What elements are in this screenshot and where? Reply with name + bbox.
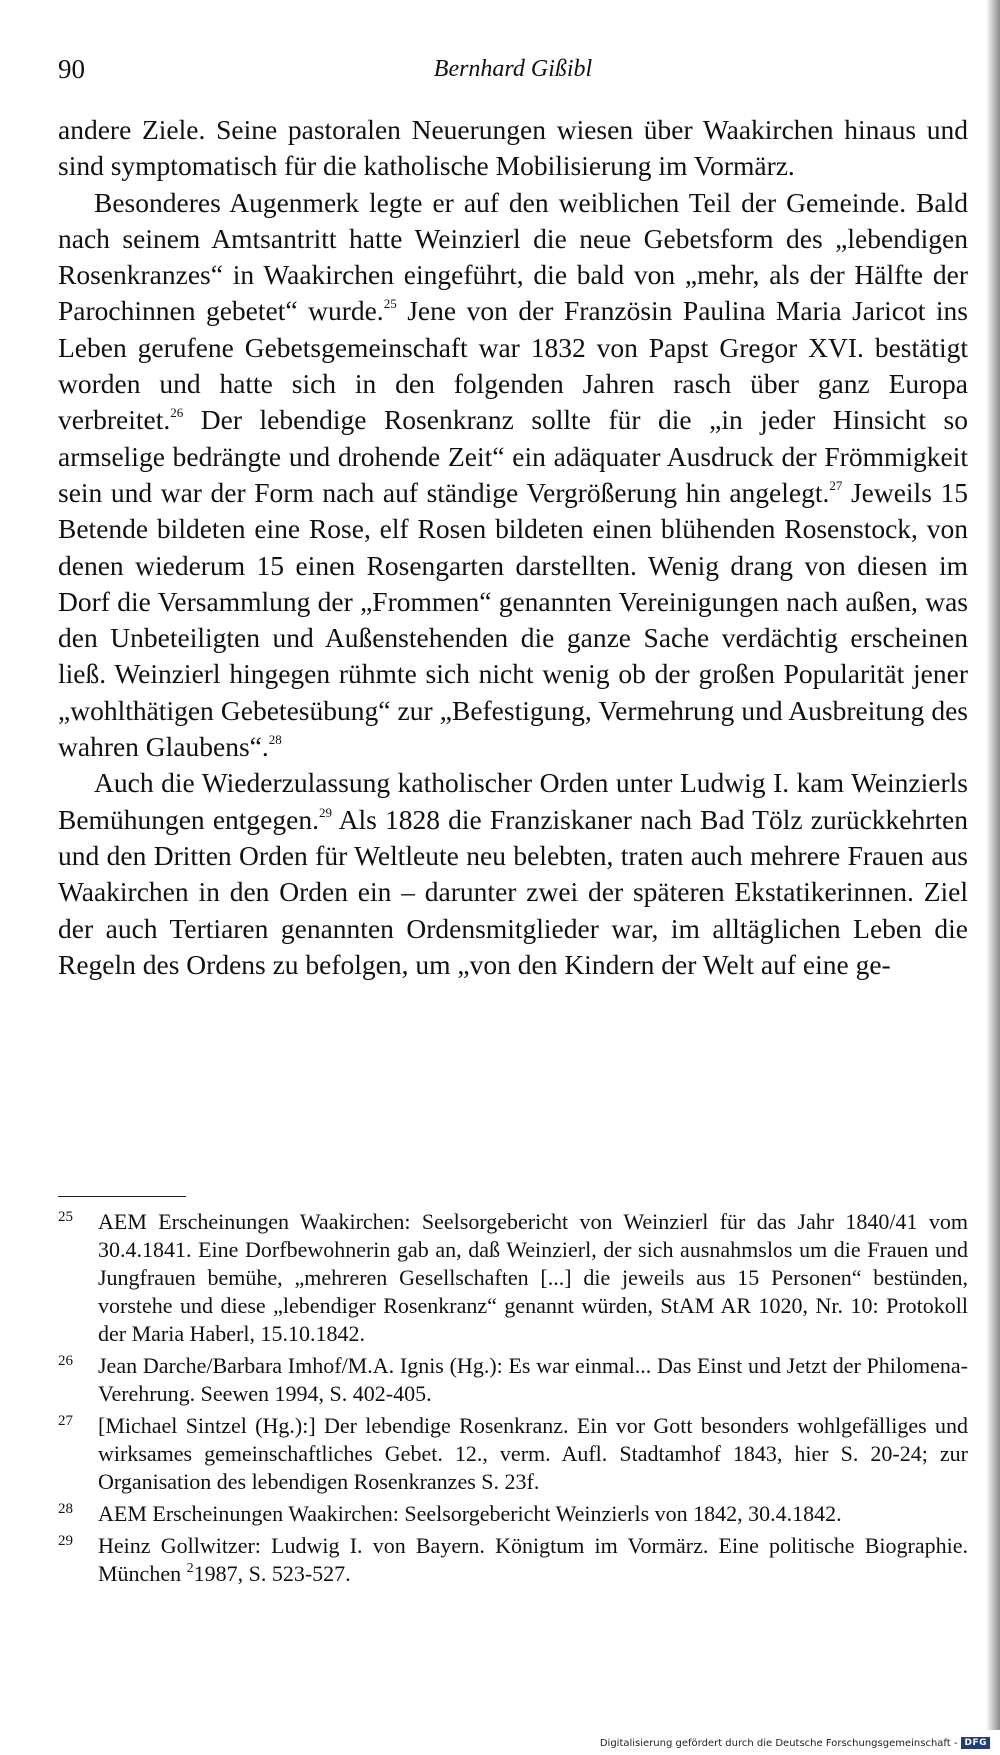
page-header xyxy=(58,54,968,94)
text-run: AEM Erscheinungen Waakirchen: Seelsorgebericht von Weinzierl für das Jahr 1840/41 vom 30.4.1841. Eine Dorfbewohnerin gab an, daß Weinzierl, der sich ausnahmslos um die Frauen und Jungfrauen bemühe, „mehreren Gesellschaften [...] die jeweils aus 15 Personen“ bestünden, vorstehe und diese „lebendiger Rosenkranz“ genannt würden, StAM AR 1020, Nr. 10: Protokoll der Maria Haberl, 15.10.1842. xyxy=(98,1209,968,1346)
footnote-ref: 2 xyxy=(186,1561,194,1576)
footnote xyxy=(58,1352,968,1408)
footnote xyxy=(58,1412,968,1496)
footnote-number: 26 xyxy=(58,1353,73,1369)
text-run: Auch die Wiederzulassung katholischer Orden unter Ludwig I. kam Weinzierls Bemühungen entgegen. xyxy=(58,767,968,835)
footnote-number: 28 xyxy=(58,1501,73,1517)
paragraph xyxy=(58,185,968,766)
page-edge-shadow xyxy=(986,0,1000,1730)
text-run: Der lebendige Rosenkranz sollte für die „in jeder Hinsicht so armselige bedrängte und drohende Zeit“ ein adäquater Ausdruck der Frömmigkeit sein und war der Form nach auf ständige Vergrößerung hin angelegt. xyxy=(58,404,968,508)
footnote-number: 25 xyxy=(58,1209,73,1225)
text-run: andere Ziele. Seine pastoralen Neuerungen wiesen über Waakirchen hinaus und sind symptomatisch für die katholische Mobilisierung im Vormärz. xyxy=(58,114,968,182)
page-number: 90 xyxy=(58,54,85,84)
credit-text: Digitalisierung gefördert durch die Deutsche Forschungsgemeinschaft - xyxy=(599,1737,958,1749)
text-run: Als 1828 die Franziskaner nach Bad Tölz zurückkehrten und den Dritten Orden für Weltleute neu belebten, traten auch mehrere Frauen aus Waakirchen in den Orden ein – darunter zwei der späteren Ekstatikerinnen. Ziel der auch Tertiaren genannten Ordensmitglieder war, im alltäglichen Leben die Regeln des Ordens zu befolgen, um „von den Kindern der Welt auf eine ge- xyxy=(58,803,968,980)
footnote-ref: 26 xyxy=(170,405,184,421)
footnote-text xyxy=(98,1500,968,1528)
footnote xyxy=(58,1532,968,1588)
text-run: Jene von der Französin Paulina Maria Jaricot ins Leben gerufene Gebetsgemeinschaft war 1832 von Papst Gregor XVI. bestätigt worden und hatte sich in den folgenden Jahren rasch über ganz Europa verbreitet. xyxy=(58,295,968,436)
text-run: 1987, S. 523-527. xyxy=(193,1561,351,1586)
footnote-number: 29 xyxy=(58,1533,73,1549)
footnote-text xyxy=(98,1532,968,1588)
footnote-separator xyxy=(58,1196,186,1197)
body-text xyxy=(58,112,968,983)
footnote-text xyxy=(98,1208,968,1348)
footnote-ref: 25 xyxy=(383,296,397,312)
text-run: Heinz Gollwitzer: Ludwig I. von Bayern. Königtum im Vormärz. Eine politische Biographie. München xyxy=(98,1533,968,1586)
footnote-ref: 27 xyxy=(829,477,843,493)
footnote-text xyxy=(98,1412,968,1496)
footnotes xyxy=(58,1208,968,1592)
footnote-text xyxy=(98,1352,968,1408)
paragraph xyxy=(58,765,968,983)
text-run: AEM Erscheinungen Waakirchen: Seelsorgebericht Weinzierls von 1842, 30.4.1842. xyxy=(98,1501,842,1526)
footnote xyxy=(58,1500,968,1528)
footnote-number: 27 xyxy=(58,1413,73,1429)
text-run: Besonderes Augenmerk legte er auf den weiblichen Teil der Gemeinde. Bald nach seinem Amtsantritt hatte Weinzierl die neue Gebetsform des „lebendigen Rosenkranzes“ in Waakirchen eingeführt, die bald von „mehr, als der Hälfte der Parochinnen gebetet“ wurde. xyxy=(58,186,968,327)
footnote xyxy=(58,1208,968,1348)
footnote-ref: 28 xyxy=(268,732,282,748)
digitization-credit xyxy=(600,1737,990,1749)
footnote-ref: 29 xyxy=(318,804,332,820)
text-run: Jeweils 15 Betende bildeten eine Rose, elf Rosen bildeten einen blühenden Rosenstock, von denen wiederum 15 einen Rosengarten darstellten. Wenig drang von diesen im Dorf die Versammlung der „Frommen“ genannten Vereinigungen nach außen, was den Unbeteiligten und Außenstehenden die ganze Sache verdächtig erscheinen ließ. Weinzierl hingegen rühmte sich nicht wenig ob der großen Popularität jener „wohlthätigen Gebetesübung“ zur „Befestigung, Vermehrung und Ausbreitung des wahren Glaubens“. xyxy=(58,476,968,763)
dfg-logo: DFG xyxy=(961,1737,990,1749)
text-run: Jean Darche/Barbara Imhof/M.A. Ignis (Hg.): Es war einmal... Das Einst und Jetzt der Philomena-Verehrung. Seewen 1994, S. 402-405. xyxy=(98,1353,968,1406)
paragraph xyxy=(58,112,968,185)
text-run: [Michael Sintzel (Hg.):] Der lebendige Rosenkranz. Ein vor Gott besonders wohlgefälliges und wirksames gemeinschaftliches Gebet. 12., verm. Aufl. Stadtamhof 1843, hier S. 20-24; zur Organisation des lebendigen Rosenkranzes S. 23f. xyxy=(98,1413,968,1494)
running-head: Bernhard Gißibl xyxy=(433,56,593,82)
